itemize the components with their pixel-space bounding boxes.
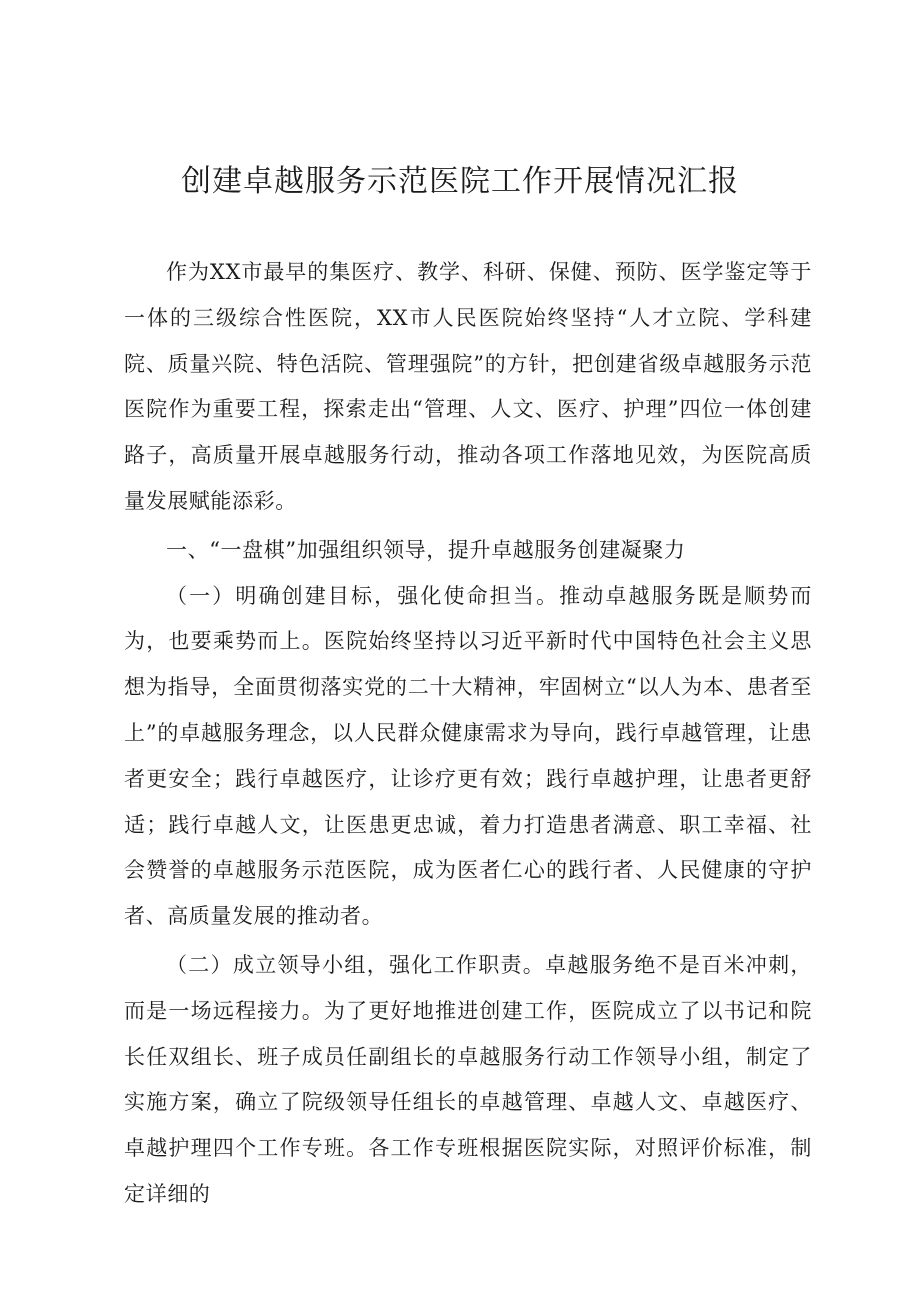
subsection-1-text: 推动卓越服务既是顺势而为，也要乘势而上。医院始终坚持以习近平新时代中国特色社会主义思想为指导，全面贯彻落实党的二十大精神，牢固树立“以人为本、患者至上”的卓越服务理念，以人民群众健康需求为导向，践行卓越管理，让患者更安全；践行卓越医疗，让诊疗更有效；践行卓越护理，让患者更舒适；践行卓越人文，让医患更忠诚，着力打造患者满意、职工幸福、社会赞誉的卓越服务示范医院，成为医者仁心的践行者、人民健康的守护者、高质量发展的推动者。 xyxy=(124,583,812,929)
intro-paragraph: 作为XX市最早的集医疗、教学、科研、保健、预防、医学鉴定等于一体的三级综合性医院，XX市人民医院始终坚持“人才立院、学科建院、质量兴院、特色活院、管理强院”的方针，把创建省级卓越服务示范医院作为重要工程，探索走出“管理、人文、医疗、护理”四位一体创建路子，高质量开展卓越服务行动，推动各项工作落地见效，为医院高质量发展赋能添彩。 xyxy=(124,260,812,513)
subsection-2-paragraph xyxy=(124,943,812,1218)
subsection-1-lead: （一）明确创建目标，强化使命担当。 xyxy=(166,583,560,608)
document-title: 创建卓越服务示范医院工作开展情况汇报 xyxy=(181,164,739,199)
subsection-1-paragraph xyxy=(124,574,812,940)
document-body xyxy=(124,250,812,1218)
subsection-2-text: 卓越服务绝不是百米冲刺，而是一场远程接力。为了更好地推进创建工作，医院成立了以书记和院长任双组长、班子成员任副组长的卓越服务行动工作领导小组，制定了实施方案，确立了院级领导任组长的卓越管理、卓越人文、卓越医疗、卓越护理四个工作专班。各工作专班根据医院实际，对照评价标准，制定详细的 xyxy=(124,952,813,1206)
section-heading-1: 一、“一盘棋”加强组织领导，提升卓越服务创建凝聚力 xyxy=(166,537,686,562)
subsection-2-lead: （二）成立领导小组，强化工作职责。 xyxy=(166,952,546,977)
